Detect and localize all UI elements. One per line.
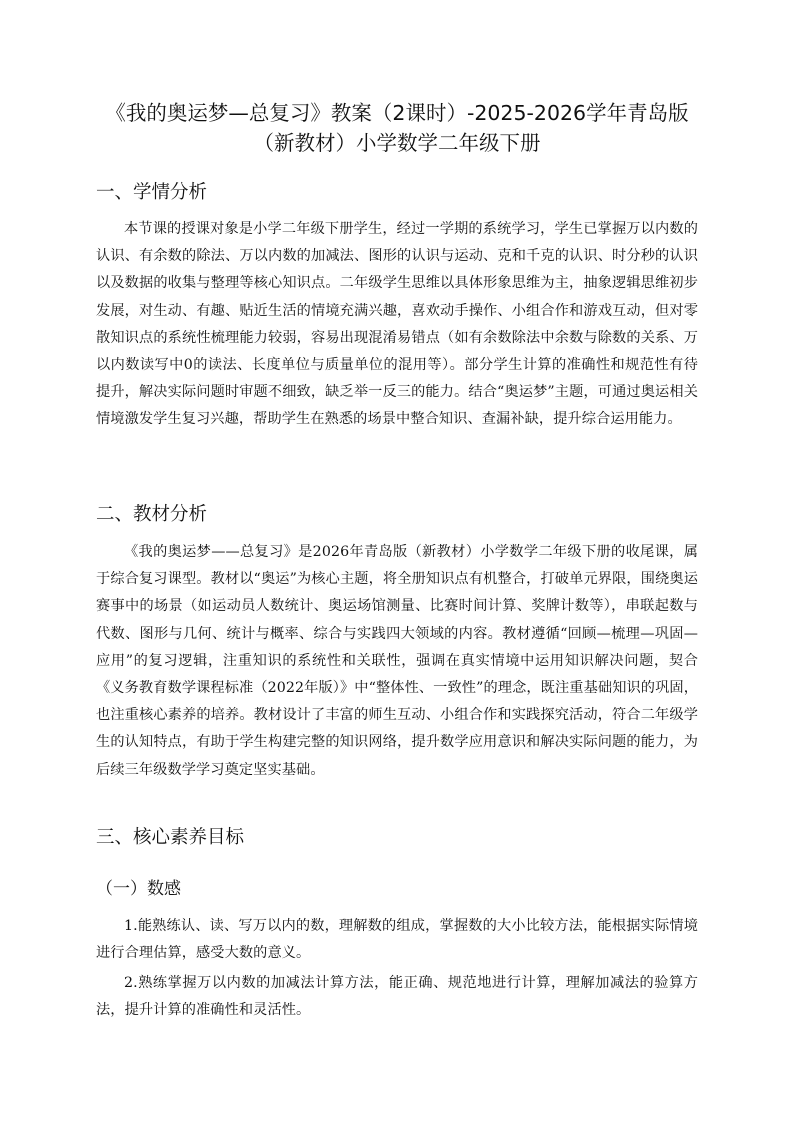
section-heading-learner-analysis: 一、学情分析 <box>96 182 208 203</box>
number-sense-item-2: 2.熟练掌握万以内数的加减法计算方法，能正确、规范地进行计算，理解加减法的验算方法，提升计算的准确性和灵活性。 <box>96 975 698 1019</box>
title-line-1: 《我的奥运梦—总复习》教案（2课时）-2025-2026学年青岛版 <box>105 101 689 125</box>
document-title <box>96 98 698 158</box>
title-line-2: （新教材）小学数学二年级下册 <box>253 131 541 155</box>
textbook-analysis-paragraph: 《我的奥运梦——总复习》是2026年青岛版（新教材）小学数学二年级下册的收尾课，属于综合复习课型。教材以“奥运”为核心主题，将全册知识点有机整合，打破单元界限，围绕奥运赛事中的场景（如运动员人数统计、奥运场馆测量、比赛时间计算、奖牌计数等），串联起数与代数、图形与几何、统计与概率、综合与实践四大领域的内容。教材遵循“回顾—梳理—巩固—应用”的复习逻辑，注重知识的系统性和关联性，强调在真实情境中运用知识解决问题，契合《义务教育数学课程标准（2022年版）》中“整体性、一致性”的理念，既注重基础知识的巩固，也注重核心素养的培养。教材设计了丰富的师生互动、小组合作和实践探究活动，符合二年级学生的认知特点，有助于学生构建完整的知识网络，提升数学应用意识和解决实际问题的能力，为后续三年级数学学习奠定坚实基础。 <box>96 544 698 778</box>
section-heading-textbook-analysis: 二、教材分析 <box>96 504 208 525</box>
section-heading-core-literacy-goals: 三、核心素养目标 <box>96 827 245 848</box>
subsection-heading-number-sense: （一）数感 <box>96 879 181 899</box>
number-sense-item-1: 1.能熟练认、读、写万以内的数，理解数的组成，掌握数的大小比较方法，能根据实际情境进行合理估算，感受大数的意义。 <box>96 918 698 962</box>
learner-analysis-paragraph: 本节课的授课对象是小学二年级下册学生，经过一学期的系统学习，学生已掌握万以内数的认识、有余数的除法、万以内数的加减法、图形的认识与运动、克和千克的认识、时分秒的认识以及数据的收集与整理等核心知识点。二年级学生思维以具体形象思维为主，抽象逻辑思维初步发展，对生动、有趣、贴近生活的情境充满兴趣，喜欢动手操作、小组合作和游戏互动，但对零散知识点的系统性梳理能力较弱，容易出现混淆易错点（如有余数除法中余数与除数的关系、万以内数读写中0的读法、长度单位与质量单位的混用等）。部分学生计算的准确性和规范性有待提升，解决实际问题时审题不细致，缺乏举一反三的能力。结合“奥运梦”主题，可通过奥运相关情境激发学生复习兴趣，帮助学生在熟悉的场景中整合知识、查漏补缺，提升综合运用能力。 <box>96 221 698 428</box>
